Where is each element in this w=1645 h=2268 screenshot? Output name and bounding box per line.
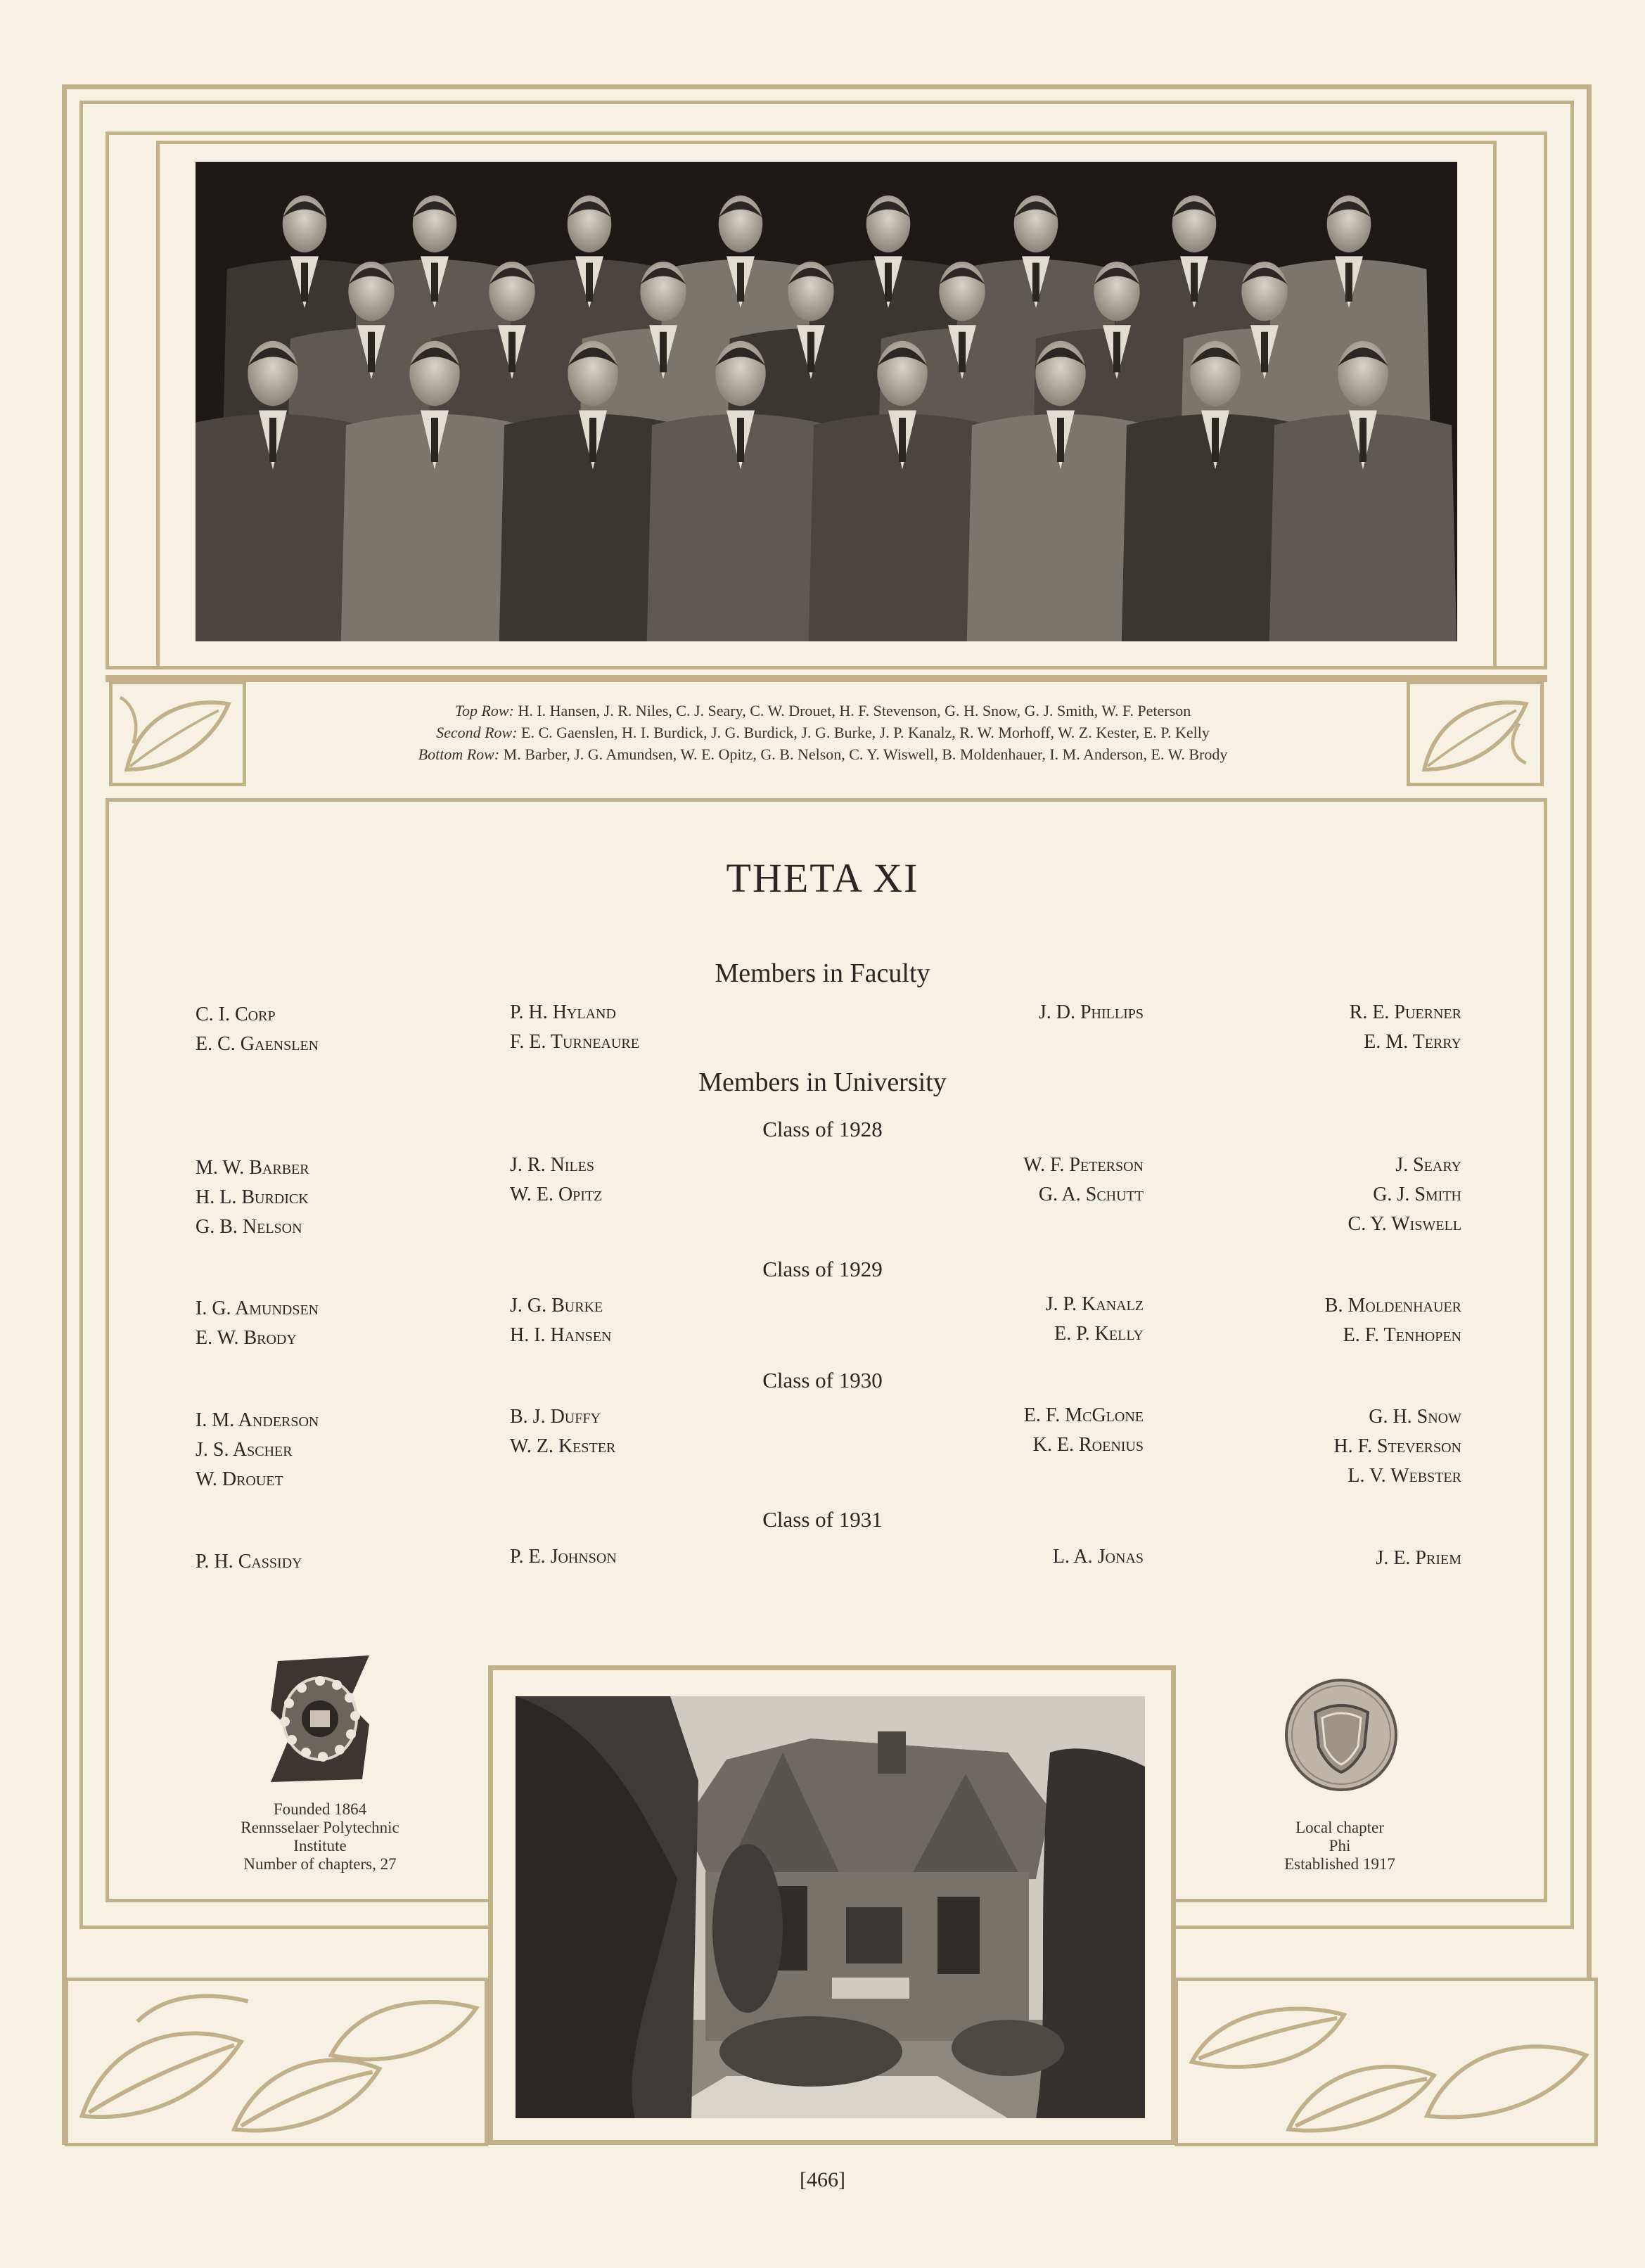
class-1930-col-3: E. F. McGlone K. E. Roenius bbox=[1023, 1404, 1144, 1456]
local-chapter-note: Local chapter Phi Established 1917 bbox=[1284, 1819, 1395, 1873]
class-1929-col-1: I. G. Amundsen E. W. Brody bbox=[196, 1298, 319, 1349]
faculty-heading: Members in Faculty bbox=[715, 959, 930, 988]
class-1928-col-3: W. F. Peterson G. A. Schutt bbox=[1023, 1154, 1144, 1205]
class-1931-col-3: L. A. Jonas bbox=[1052, 1546, 1144, 1568]
class-1930-heading: Class of 1930 bbox=[762, 1368, 883, 1392]
class-1929-col-4: B. Moldenhauer E. F. Tenhopen bbox=[1324, 1295, 1461, 1346]
caption-second-row: Second Row: E. C. Gaenslen, H. I. Burdick, J. G. Burdick, J. G. Burke, J. P. Kanalz, R. W. Morhoff, W. Z. Kester, E. P. Kelly bbox=[436, 724, 1210, 741]
class-1929-col-3: J. P. Kanalz E. P. Kelly bbox=[1045, 1293, 1144, 1345]
class-1931-col-2: P. E. Johnson bbox=[510, 1546, 617, 1568]
class-1931-heading: Class of 1931 bbox=[762, 1507, 883, 1532]
group-photograph bbox=[196, 162, 1457, 641]
caption-bottom-row: Bottom Row: M. Barber, J. G. Amundsen, W. E. Opitz, G. B. Nelson, C. Y. Wiswell, B. Moldenhauer, I. M. Anderson, E. W. Brody bbox=[418, 745, 1228, 763]
page-number: [466] bbox=[800, 2168, 845, 2191]
faculty-col-1: C. I. Corp E. C. Gaenslen bbox=[196, 1004, 319, 1055]
chapter-house-photograph bbox=[516, 1696, 1145, 2118]
leaf-panel-bottom-right bbox=[1174, 1978, 1598, 2146]
caption-top-row: Top Row: H. I. Hansen, J. R. Niles, C. J. Seary, C. W. Drouet, H. F. Stevenson, G. H. Snow, G. J. Smith, W. F. Peterson bbox=[454, 702, 1191, 719]
class-1928-col-2: J. R. Niles W. E. Opitz bbox=[510, 1154, 603, 1205]
leaf-ornament-right bbox=[1407, 681, 1544, 786]
caption-rule-top bbox=[105, 675, 1547, 682]
page-title: THETA XI bbox=[726, 855, 919, 901]
class-1930-col-4: G. H. Snow H. F. Steverson L. V. Webster bbox=[1333, 1406, 1461, 1487]
class-1930-col-1: I. M. Anderson J. S. Ascher W. Drouet bbox=[196, 1409, 319, 1490]
photo-captions bbox=[253, 700, 1393, 765]
class-1930-col-2: B. J. Duffy W. Z. Kester bbox=[510, 1406, 616, 1457]
faculty-col-4: R. E. Puerner E. M. Terry bbox=[1349, 1001, 1461, 1053]
class-1928-heading: Class of 1928 bbox=[762, 1117, 883, 1141]
class-1929-col-2: J. G. Burke H. I. Hansen bbox=[510, 1295, 612, 1346]
fraternity-badge-icon bbox=[264, 1654, 376, 1782]
leaf-panel-bottom-left bbox=[65, 1978, 488, 2146]
chapter-seal-icon bbox=[1284, 1677, 1400, 1793]
faculty-col-2: P. H. Hyland F. E. Turneaure bbox=[510, 1001, 639, 1053]
class-1928-col-4: J. Seary G. J. Smith C. Y. Wiswell bbox=[1348, 1154, 1461, 1235]
leaf-ornament-left bbox=[109, 681, 246, 786]
university-heading: Members in University bbox=[698, 1068, 947, 1097]
class-1931-col-1: P. H. Cassidy bbox=[196, 1551, 302, 1572]
faculty-col-3: J. D. Phillips bbox=[1038, 1001, 1144, 1023]
class-1931-col-4: J. E. Priem bbox=[1376, 1547, 1461, 1569]
founded-note: Founded 1864 Rennsselaer Polytechnic Institute Number of chapters, 27 bbox=[241, 1800, 399, 1873]
class-1929-heading: Class of 1929 bbox=[762, 1257, 883, 1281]
class-1928-col-1: M. W. Barber H. L. Burdick G. B. Nelson bbox=[196, 1157, 309, 1238]
